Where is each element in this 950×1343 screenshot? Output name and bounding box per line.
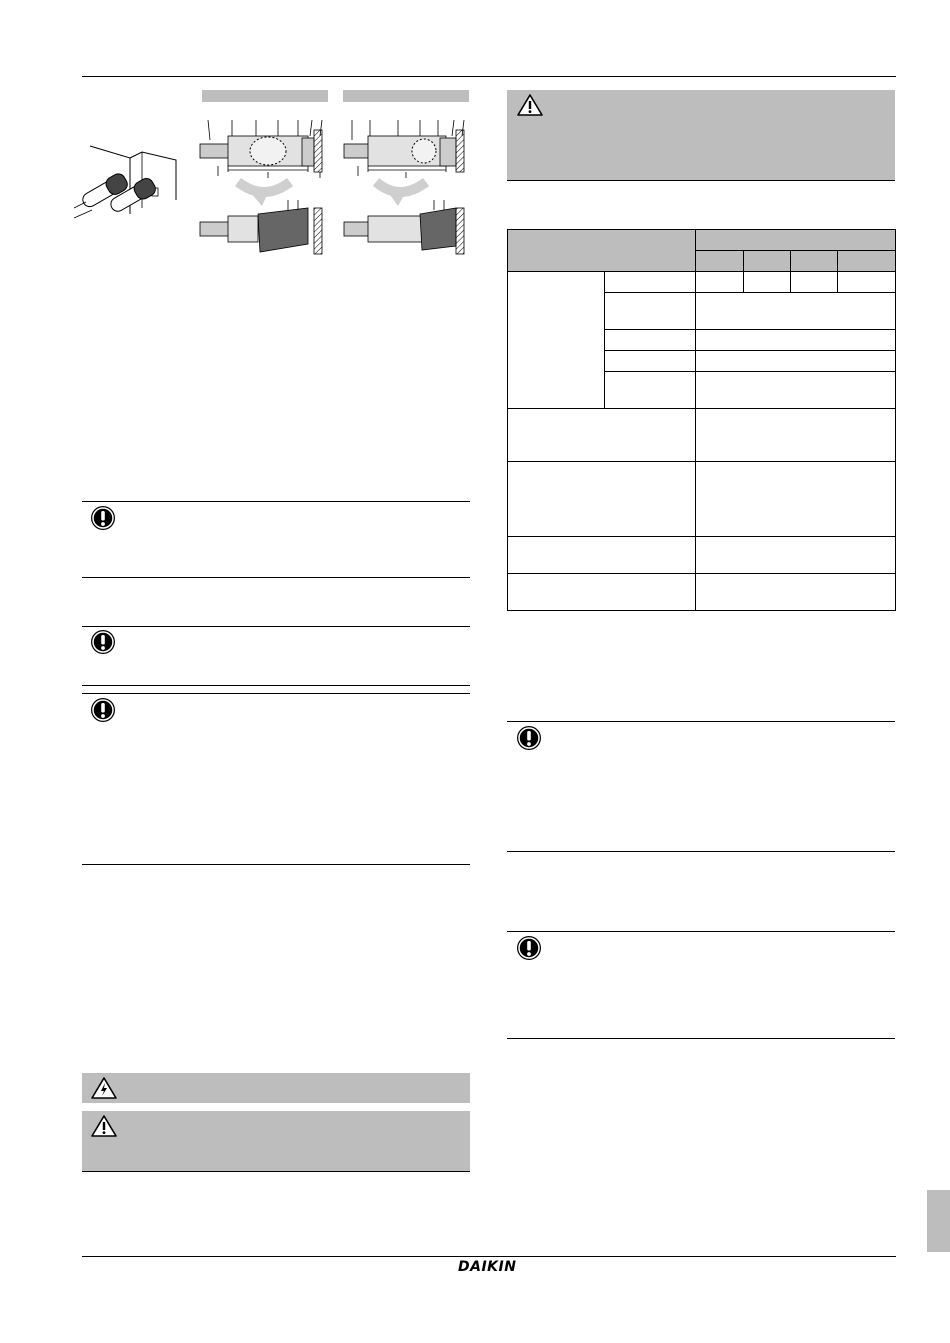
exclamation-circle-icon <box>516 935 542 961</box>
table-cell <box>696 272 744 293</box>
table-cell <box>696 409 896 462</box>
header-rule <box>82 76 896 77</box>
table-cell <box>696 372 896 409</box>
daikin-logo: DAIKIN <box>458 1259 517 1275</box>
notice-5-top-rule <box>507 931 895 932</box>
table-cell <box>508 409 696 462</box>
table-cell <box>508 462 696 537</box>
table-row <box>508 574 896 611</box>
table-cell <box>696 574 896 611</box>
table-row <box>508 462 896 537</box>
notice-2-bottom-rule <box>82 685 470 686</box>
notice-4-bottom-rule <box>507 851 895 852</box>
notice-3-top-rule <box>82 693 470 694</box>
notice-5-bottom-rule <box>507 1038 895 1039</box>
table-header-cell <box>744 251 791 272</box>
table-header-cell <box>508 230 696 272</box>
table-header-row <box>508 230 896 251</box>
electric-hazard-icon <box>90 1076 118 1100</box>
flare-connection-diagram-b <box>340 116 472 262</box>
table-row <box>508 537 896 574</box>
exclamation-circle-icon <box>516 725 542 751</box>
pipe-insulation-illustration <box>72 138 182 230</box>
table-cell <box>508 574 696 611</box>
warning-band-right <box>507 90 895 180</box>
warning-band-left <box>82 1111 470 1171</box>
table-row <box>508 272 896 293</box>
warning-triangle-icon <box>516 93 544 117</box>
chapter-side-tab <box>927 1190 950 1252</box>
table-header-cell <box>696 251 744 272</box>
table-header-cell <box>838 251 896 272</box>
table-cell <box>696 293 896 330</box>
notice-4-top-rule <box>507 721 895 722</box>
exclamation-circle-icon <box>90 505 116 531</box>
table-cell <box>696 462 896 537</box>
notice-3-bottom-rule <box>82 864 470 865</box>
notice-2-top-rule <box>82 626 470 627</box>
table-cell <box>604 272 696 293</box>
warning-triangle-icon <box>90 1114 118 1138</box>
specification-table <box>507 229 896 611</box>
table-cell <box>508 272 605 409</box>
flare-connection-diagram-a <box>198 116 330 262</box>
footer-rule <box>82 1256 896 1257</box>
table-row <box>508 409 896 462</box>
notice-1-top-rule <box>82 501 470 502</box>
notice-1-bottom-rule <box>82 577 470 578</box>
exclamation-circle-icon <box>90 629 116 655</box>
table-cell <box>508 537 696 574</box>
diagram-a-header-band <box>202 90 328 102</box>
table-cell <box>696 537 896 574</box>
table-cell <box>744 272 791 293</box>
table-cell <box>604 293 696 330</box>
diagram-b-header-band <box>343 90 469 102</box>
table-cell <box>696 330 896 351</box>
danger-electric-band <box>82 1073 470 1103</box>
table-header-cell <box>696 230 896 251</box>
warning-band-left-bottom-rule <box>82 1171 470 1172</box>
table-cell <box>604 330 696 351</box>
table-cell <box>791 272 838 293</box>
table-cell <box>696 351 896 372</box>
table-cell <box>604 351 696 372</box>
table-cell <box>838 272 896 293</box>
table-cell <box>604 372 696 409</box>
table-header-cell <box>791 251 838 272</box>
exclamation-circle-icon <box>90 697 116 723</box>
warning-band-right-bottom-rule <box>507 180 895 181</box>
